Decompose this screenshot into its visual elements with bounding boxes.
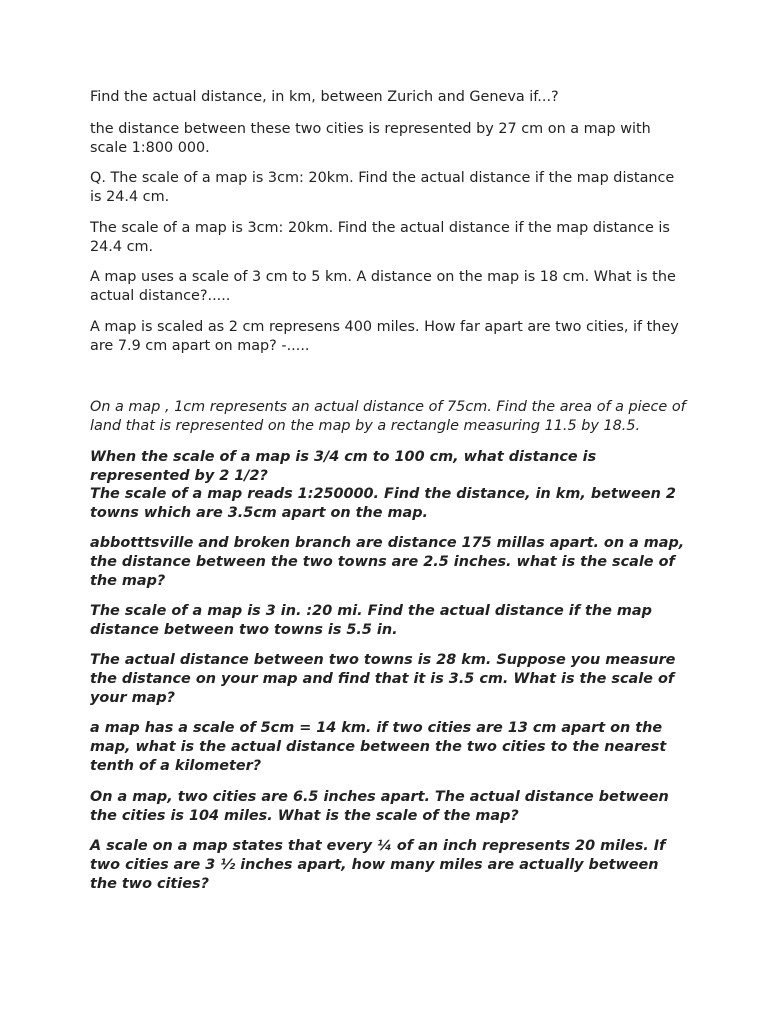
question-6-5-inches: On a map, two cities are 6.5 inches apart. The actual distance between the cities is 104 miles. What is the scale of the map? (90, 789, 669, 824)
question-quarter-inch: A scale on a map states that every ¼ of an inch represents 20 miles. If two cities are 3 ½ inches apart, how many miles are actually between the two cities? (90, 838, 666, 892)
question-scale-3in-20mi: The scale of a map is 3 in. :20 mi. Find the actual distance if the map distance between two towns is 5.5 in. (90, 603, 652, 638)
question-area-75cm: On a map , 1cm represents an actual distance of 75cm. Find the area of a piece of land that is represented on the map by a rectangle measuring 11.5 by 18.5. (90, 399, 686, 434)
question-scale-2cm-400mi: A map is scaled as 2 cm represens 400 miles. How far apart are two cities, if they are 7.9 cm apart on map? -..... (90, 319, 679, 354)
question-zurich-geneva: Find the actual distance, in km, between Zurich and Geneva if...? (90, 89, 559, 105)
question-scale-3cm-20km: The scale of a map is 3cm: 20km. Find the actual distance if the map distance is 24.4 cm. (90, 220, 670, 255)
question-scale-3cm-20km-q: Q. The scale of a map is 3cm: 20km. Find the actual distance if the map distance is 24.4 cm. (90, 170, 675, 205)
question-scale-1-250000: The scale of a map reads 1:250000. Find the distance, in km, between 2 towns which are 3.5cm apart on the map. (90, 486, 676, 521)
question-scale-3-4cm: When the scale of a map is 3/4 cm to 100 cm, what distance is represented by 2 1/2? (90, 449, 597, 484)
question-scale-3cm-5km: A map uses a scale of 3 cm to 5 km. A distance on the map is 18 cm. What is the actual distance?..... (90, 269, 676, 304)
question-5cm-14km: a map has a scale of 5cm = 14 km. if two cities are 13 cm apart on the map, what is the actual distance between the two cities to the nearest tenth of a kilometer? (90, 720, 667, 774)
question-28km-towns: The actual distance between two towns is 28 km. Suppose you measure the distance on your map and find that it is 3.5 cm. What is the scale of your map? (90, 652, 676, 706)
zurich-geneva-detail: the distance between these two cities is represented by 27 cm on a map with scale 1:800 000. (90, 121, 651, 156)
question-abbotttsville: abbotttsville and broken branch are distance 175 millas apart. on a map, the distance between the two towns are 2.5 inches. what is the scale of the map? (90, 535, 685, 589)
